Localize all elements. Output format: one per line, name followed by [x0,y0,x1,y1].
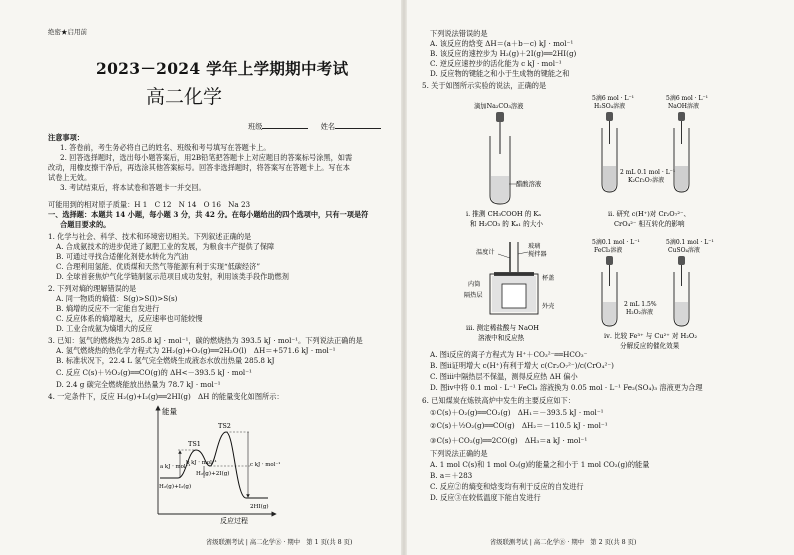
question-3-option-a: A. 氢气燃烧热的热化学方程式为 2H₂(g)+O₂(g)══2H₂O(l) ΔH＝+571.6 kJ · mol⁻¹ [56,346,336,355]
stirrer-label-2: 搅拌器 [528,251,547,258]
question-2-option-b: B. 熵增的反应不一定能自发进行 [56,304,160,313]
note-line: 1. 答卷前，考生务必将自己的姓名、班级和考号填写在答题卡上。 [60,143,271,152]
exp4-solution-label-b: H₂O₂溶液 [626,309,653,316]
question-6-option-b: B. a＝＋283 [430,471,473,480]
dropper-bulb [678,256,685,265]
section-heading: 一、选择题：本题共 14 小题，每小题 3 分，共 42 分。在每小题给出的四个选项中，只有一项是符 [48,210,369,219]
experiment-4 [592,238,714,350]
inner-cup [502,284,526,308]
exp1-caption-2: 和 H₂CO₃ 的 Kₐ₁ 的大小 [470,220,543,228]
question-1-stem: 1. 化学与社会、科学、技术和环境密切相关。下列叙述正确的是 [48,232,252,241]
question-4-option-b: B. 该反应的速控步为 H₂(g)＋2I(g)══2HI(g) [430,49,577,58]
exp3-caption-1: ⅲ. 测定稀盐酸与 NaOH [466,324,540,332]
exp2-reagent2b: NaOH溶液 [668,103,699,110]
page-footer: 省级联测考试 | 高二化学⑧ · 期中 第 1 页(共 8 页) [206,539,353,546]
question-1-option-c: C. 合理利用氢能、优质煤和天然气等能源有利于实现“低碳经济” [56,262,261,271]
question-5-stem: 5. 关于如图所示实验的说法，正确的是 [422,81,547,90]
question-6-option-a: A. 1 mol C(s)和 1 mol O₂(g)的能量之和小于 1 mol CO₂(g)的能量 [430,460,650,469]
section-heading-cont: 合题目要求的。 [60,220,111,229]
solution [675,166,688,191]
note-line: 试卷上无效。 [48,173,92,182]
note-line: 3. 考试结束后，将本试卷和答题卡一并交回。 [60,183,206,192]
solution [491,176,509,203]
state-h2-2i-label: H₂(g)+2I(g) [196,471,230,477]
experiment-3 [464,242,554,342]
c-label: c kJ · mol⁻¹ [250,462,280,468]
cup-lid-label: 杯盖 [542,275,555,282]
ts1-label: TS1 [188,440,201,448]
secret-mark: 绝密★启用前 [48,28,87,36]
name-blank [335,121,381,129]
energy-profile-diagram [150,402,280,524]
exam-title: 2023－2024 学年上学期期中考试 [96,59,349,78]
exp2-caption-2: CrO₄²⁻ 相互转化的影响 [614,220,685,228]
question-5-option-c: C. 图ⅲ中隔热层不保温，测得反应热 ΔH 偏小 [430,372,578,381]
a-label: a kJ · mol⁻¹ [160,464,191,470]
inner-cup-label: 内筒 [468,281,481,288]
outer-shell-label: 外壳 [542,303,555,310]
experiment-figures [410,92,794,354]
exp2-caption-1: ⅱ. 研究 c(H⁺)对 Cr₂O₇²⁻、 [608,210,691,218]
subject-title: 高二化学 [146,86,223,108]
question-4-stem: 4. 一定条件下，反应 H₂(g)+I₂(g)══2HI(g) ΔH 的能量变化如图所示： [48,392,284,401]
reaction-axis-label: 反应过程 [220,517,248,524]
exp4-caption-2: 分解反应的催化效果 [620,342,680,350]
question-4-option-d: D. 反应物的键能之和小于生成物的键能之和 [430,69,570,78]
question-6-option-d: D. 反应③在较低温度下能自发进行 [430,493,541,502]
ts2-label: TS2 [218,422,231,430]
dropper-bulb [678,112,685,121]
question-1-option-b: B. 可通过寻找合适催化剂使水转化为汽油 [56,252,189,261]
exp1-solution-label: 醋酸溶液 [516,181,542,188]
exp1-caption-1: ⅰ. 推测 CH₃COOH 的 Kₐ [466,210,541,218]
note-line: 改动，用橡皮擦干净后，再选涂其他答案标号。回答非选择题时，将答案写在答题卡上。写在本 [48,163,350,172]
question-6-eq3: ③C(s)＋CO₂(g)══2CO(g) ΔH₃＝a kJ · mol⁻¹ [430,436,588,445]
question-2-stem: 2. 下列对熵的理解错误的是 [48,284,137,293]
insulation-label: 隔热层 [464,292,483,299]
question-6-sub-stem: 下列说法正确的是 [430,449,488,458]
thermometer-label: 温度计 [476,249,495,256]
notes-title: 注意事项： [48,133,84,142]
dropper-bulb [496,112,504,122]
stirrer-label: 玻璃 [528,243,541,250]
question-6-eq1: ①C(s)＋O₂(g)══CO₂(g) ΔH₁＝－393.5 kJ · mol⁻¹ [430,408,604,417]
question-2-option-a: A. 同一物质的熵值：S(g)>S(l)>S(s) [56,294,178,303]
question-1-option-a: A. 合成氨技术的进步促进了氮肥工业的发展，为粮食丰产提供了保障 [56,242,275,251]
energy-axis-label: 能量 [162,407,177,416]
b-label: b kJ · mol⁻¹ [186,460,217,466]
question-4-option-c: C. 逆反应速控步的活化能为 c kJ · mol⁻¹ [430,59,562,68]
exp2-reagent2: 5滴6 mol · L⁻¹ [666,95,709,102]
question-3-option-d: D. 2.4 g 碳完全燃烧能放出热量为 78.7 kJ · mol⁻¹ [56,380,221,389]
atomic-mass-line: 可能用到的相对原子质量：H 1 C 12 N 14 O 16 Na 23 [48,200,251,209]
question-6-stem: 6. 已知煤炭在炼铁高炉中发生的主要反应如下： [422,396,575,405]
dropper-bulb [606,112,613,121]
exp2-solution-label: 2 mL 0.1 mol · L⁻¹ [620,169,676,176]
solution [603,166,616,191]
question-3-option-c: C. 反应 C(s)＋½O₂(g)══CO(g)的 ΔH<－393.5 kJ · mol⁻¹ [56,368,252,377]
question-6-option-c: C. 反应②的熵变和焓变均有利于反应的自发进行 [430,482,584,491]
question-4-sub-stem: 下列说法错误的是 [430,29,488,38]
exp4-caption-1: ⅳ. 比较 Fe³⁺ 与 Cu²⁺ 对 H₂O₂ [604,332,697,340]
question-3-stem: 3. 已知：氢气的燃烧热为 285.8 kJ · mol⁻¹，碳的燃烧热为 393.5 kJ · mol⁻¹。下列说法正确的是 [48,336,363,345]
exam-page-2 [410,0,794,555]
question-5-option-b: B. 图ⅱ证明增大 c(H⁺)有利于增大 c(Cr₂O₇²⁻)/c(CrO₄²⁻) [430,361,614,370]
note-line: 2. 回答选择题时，选出每小题答案后，用2B铅笔把答题卡上对应题目的答案标号涂黑，如需 [60,153,353,162]
exp4-reagent1: 5滴0.1 mol · L⁻¹ [592,239,640,246]
class-name-line [248,121,381,131]
experiment-1 [466,101,543,228]
pointer [498,254,510,258]
question-4-option-a: A. 该反应的焓变 ΔH＝(a＋b－c) kJ · mol⁻¹ [430,39,574,48]
exp4-reagent1b: FeCl₃溶液 [594,247,623,254]
pointer [518,252,528,254]
question-5-option-d: D. 图ⅳ中将 0.1 mol · L⁻¹ FeCl₃ 溶液换为 0.05 mol · L⁻¹ Fe₂(SO₄)₃ 溶液更为合理 [430,383,703,392]
question-6-eq2: ②C(s)＋½O₂(g)══CO(g) ΔH₂＝－110.5 kJ · mol⁻¹ [430,421,608,430]
experiment-2 [592,94,708,228]
exp2-solution-label-b: K₂Cr₂O₇溶液 [628,177,665,184]
page-fold [401,0,407,555]
state-h2-i2-label: H₂(g)+I₂(g) [159,484,192,490]
name-label: 姓名 [320,122,336,131]
dropper-bulb [606,256,613,265]
exp4-reagent2: 5滴0.1 mol · L⁻¹ [666,239,714,246]
exp4-solution-label: 2 mL 1.5% [624,301,657,308]
class-blank [262,121,308,129]
question-3-option-b: B. 标准状况下，22.4 L 氢气完全燃烧生成液态水放出热量 285.8 kJ [56,356,275,365]
page-footer: 省级联测考试 | 高二化学⑧ · 期中 第 2 页(共 8 页) [490,539,637,546]
question-5-option-a: A. 图ⅰ反应的离子方程式为 H⁺＋CO₃²⁻══HCO₃⁻ [430,350,588,359]
solution [603,302,616,325]
question-2-option-d: D. 工业合成氨为熵增大的反应 [56,324,153,333]
solution [675,302,688,325]
exp2-reagent1b: H₂SO₄溶液 [594,103,626,110]
exp3-caption-2: 溶液中和反应热 [478,334,525,342]
class-label: 班级 [248,122,263,131]
question-2-option-c: C. 反应体系的熵增越大，反应速率也可能较慢 [56,314,203,323]
exp1-drop-label: 滴加Na₂CO₃溶液 [474,103,524,110]
exp4-reagent2b: CuSO₄溶液 [668,247,700,254]
state-2hi-label: 2HI(g) [250,504,269,510]
question-1-option-d: D. 全球首套焦炉气化学链制氢示范项目成功发射，利用该类手段作助燃剂 [56,272,289,281]
exp2-reagent1: 5滴6 mol · L⁻¹ [592,95,635,102]
